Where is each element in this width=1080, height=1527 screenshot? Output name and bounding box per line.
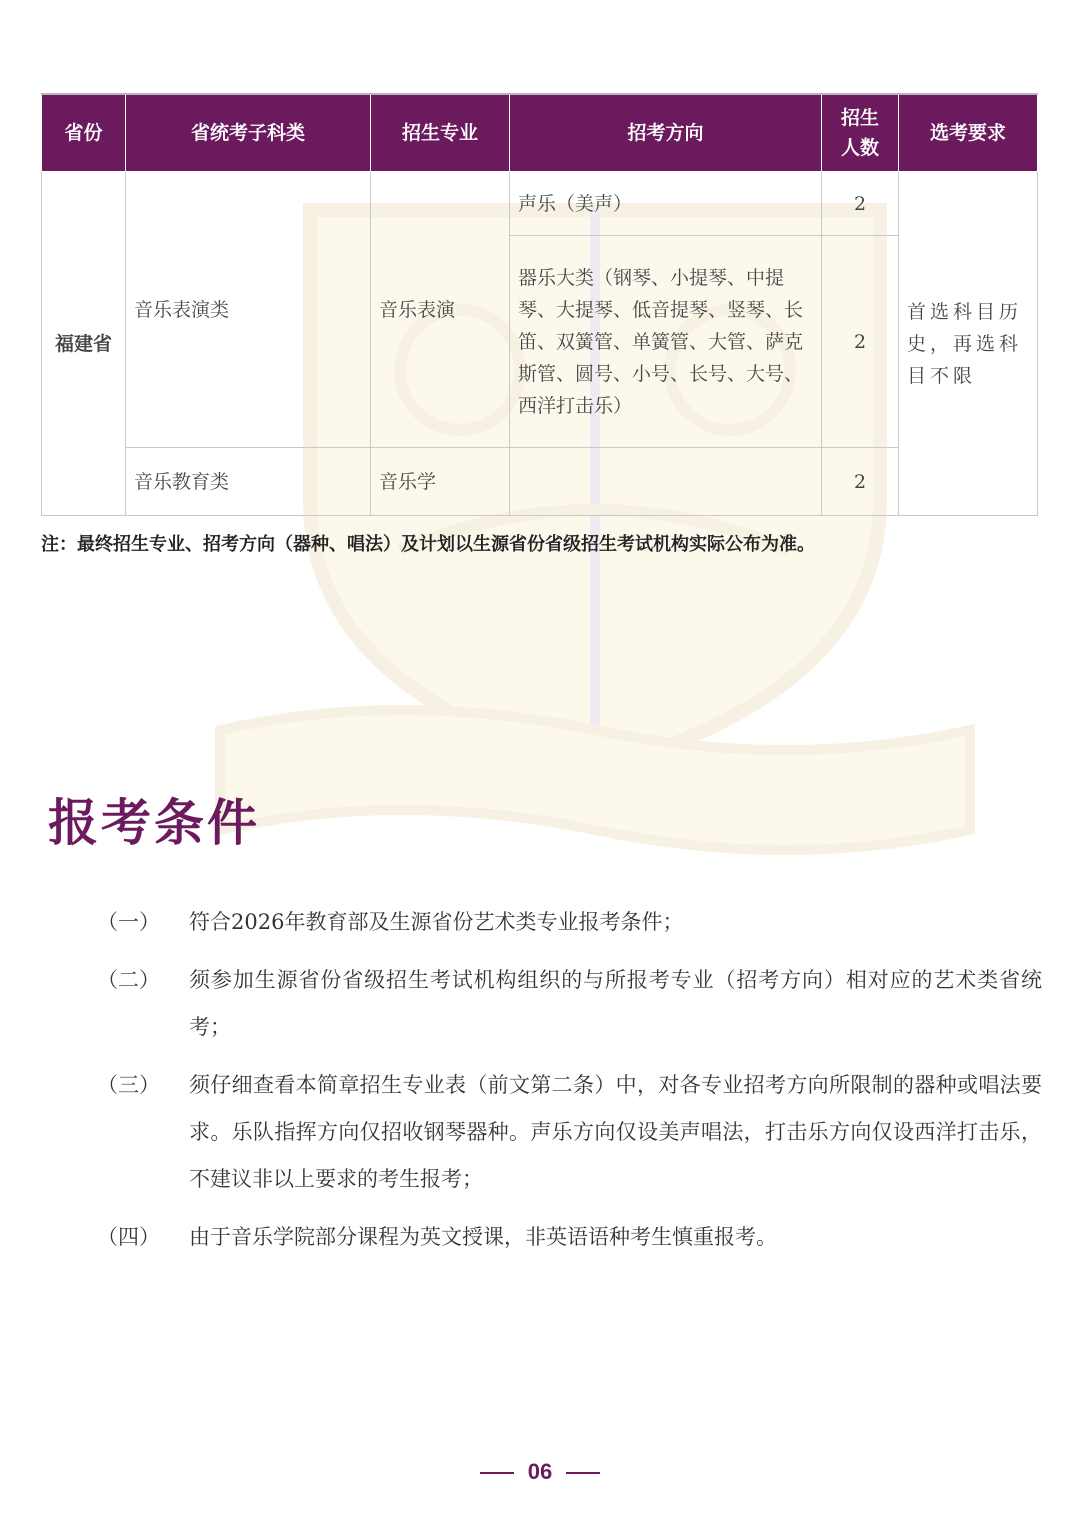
table-note: 注：最终招生专业、招考方向（器种、唱法）及计划以生源省份省级招生考试机构实际公布为准。 bbox=[41, 534, 815, 555]
condition-text: 符合2026年教育部及生源省份艺术类专业报考条件； bbox=[189, 910, 684, 934]
header-subcategory: 省统考子科类 bbox=[126, 94, 371, 172]
cell-direction: 器乐大类（钢琴、小提琴、中提琴、大提琴、低音提琴、竖琴、长笛、双簧管、单簧管、大管、萨克斯管、圆号、小号、长号、大号、西洋打击乐） bbox=[510, 236, 822, 448]
condition-index: （四） bbox=[97, 1225, 160, 1249]
condition-text: 须参加生源省份省级招生考试机构组织的与所报考专业（招考方向）相对应的艺术类省统考； bbox=[189, 968, 1042, 1039]
condition-item bbox=[97, 957, 1042, 1051]
header-direction: 招考方向 bbox=[510, 94, 822, 172]
page-number-dash-right bbox=[566, 1472, 600, 1474]
condition-item bbox=[97, 899, 1042, 946]
condition-item bbox=[97, 1214, 1042, 1261]
condition-index: （三） bbox=[97, 1073, 160, 1097]
table-header-row bbox=[42, 94, 1038, 172]
cell-count: 2 bbox=[822, 448, 899, 516]
cell-major: 音乐学 bbox=[371, 448, 510, 516]
cell-major: 音乐表演 bbox=[371, 172, 510, 448]
header-major: 招生专业 bbox=[371, 94, 510, 172]
table-row bbox=[42, 172, 1038, 236]
header-count bbox=[822, 94, 899, 172]
header-requirement: 选考要求 bbox=[899, 94, 1038, 172]
condition-text: 须仔细查看本简章招生专业表（前文第二条）中，对各专业招考方向所限制的器种或唱法要求。乐队指挥方向仅招收钢琴器种。声乐方向仅设美声唱法，打击乐方向仅设西洋打击乐，不建议非以上要求的考生报考； bbox=[189, 1073, 1042, 1191]
condition-index: （二） bbox=[97, 968, 160, 992]
cell-subcategory: 音乐教育类 bbox=[126, 448, 371, 516]
page-number-dash-left bbox=[480, 1472, 514, 1474]
page-number bbox=[0, 1459, 1080, 1485]
cell-direction: 声乐（美声） bbox=[510, 172, 822, 236]
cell-count: 2 bbox=[822, 172, 899, 236]
table-row bbox=[42, 448, 1038, 516]
cell-province: 福建省 bbox=[42, 172, 126, 516]
condition-index: （一） bbox=[97, 910, 160, 934]
admission-table bbox=[41, 93, 1038, 516]
section-title: 报考条件 bbox=[48, 793, 260, 852]
cell-count: 2 bbox=[822, 236, 899, 448]
page-number-text: 06 bbox=[527, 1459, 553, 1484]
condition-text: 由于音乐学院部分课程为英文授课，非英语语种考生慎重报考。 bbox=[189, 1225, 777, 1249]
cell-direction bbox=[510, 448, 822, 516]
cell-subcategory: 音乐表演类 bbox=[126, 172, 371, 448]
header-province: 省份 bbox=[42, 94, 126, 172]
condition-item bbox=[97, 1062, 1042, 1203]
header-count-text: 招生人数 bbox=[840, 107, 879, 159]
cell-requirement: 首选科目历史，再选科目不限 bbox=[899, 172, 1038, 516]
